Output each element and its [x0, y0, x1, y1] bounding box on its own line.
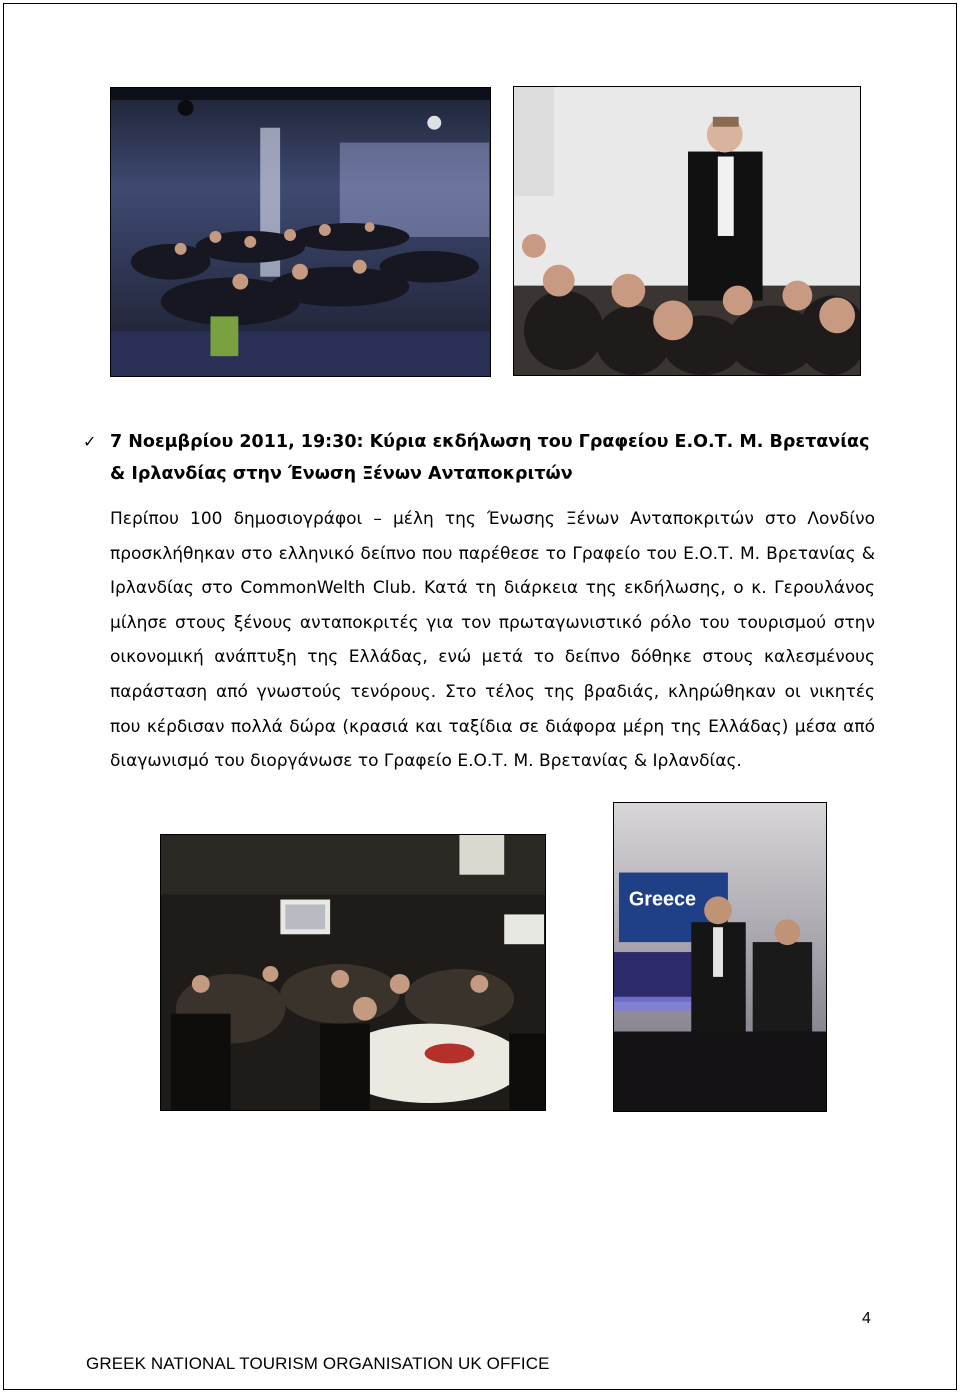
heading-line-1: 7 Νοεμβρίου 2011, 19:30: Κύρια εκδήλωση του Γραφείου Ε.Ο.Τ. Μ. Βρετανίας: [110, 432, 870, 452]
photo-dinner-hall: [160, 834, 546, 1111]
heading-line-2: & Ιρλανδίας στην Ένωση Ξένων Ανταποκριτών: [110, 464, 573, 484]
photo-speaker-greece-stage: [613, 802, 827, 1112]
stage-logo-text: Greece: [628, 888, 697, 911]
checkmark-icon: ✓: [83, 432, 97, 451]
photo-audience: [110, 87, 491, 377]
page-number: 4: [862, 1310, 871, 1327]
photo-speaker-microphone: [513, 86, 861, 376]
body-paragraph: Περίπου 100 δημοσιογράφοι – μέλη της Ένωσης Ξένων Ανταποκριτών στο Λονδίνο προσκλήθηκαν στο ελληνικό δείπνο που παρέθεσε το Γραφείο του Ε.Ο.Τ. Μ. Βρετανίας & Ιρλανδίας στο CommonWelth Club. Κατά τη διάρκεια της εκδήλωσης, ο κ. Γερουλάνος μίλησε στους ξένους ανταποκριτές για τον πρωταγωνιστικό ρόλο του τουρισμού στην οικονομική ανάπτυξη της Ελλάδας, ενώ μετά το δείπνο δόθηκε στους καλεσμένους παράσταση από γνωστούς τενόρους. Στο τέλος της βραδιάς, κληρώθηκαν οι νικητές που κέρδισαν πολλά δώρα (κρασιά και ταξίδια σε διάφορα μέρη της Ελλάδας) μέσα από διαγωνισμό του διοργάνωσε το Γραφείο Ε.Ο.Τ. Μ. Βρετανίας & Ιρλανδίας.: [110, 509, 875, 772]
footer-organisation: GREEK NATIONAL TOURISM ORGANISATION UK OFFICE: [86, 1354, 550, 1373]
